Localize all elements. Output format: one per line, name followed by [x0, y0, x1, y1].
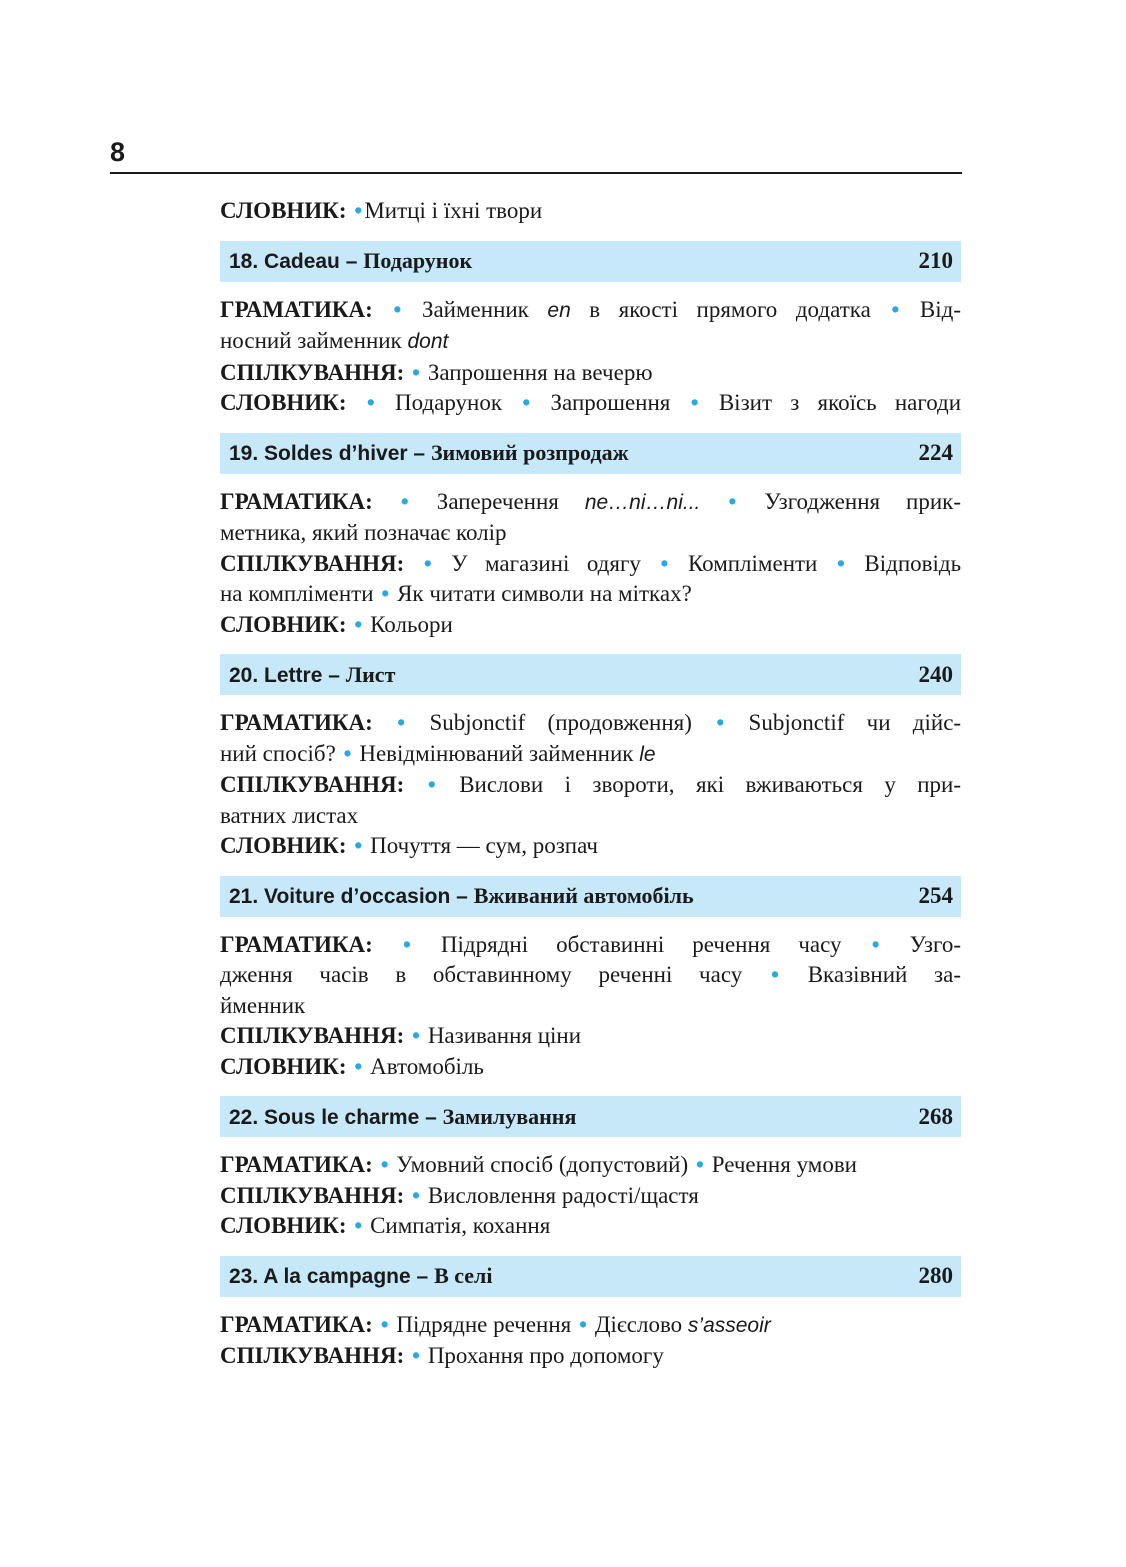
bullet-icon: •: [393, 296, 402, 322]
bullet-icon: •: [891, 296, 900, 322]
lesson-title: 20. Lettre – Лист: [229, 661, 396, 687]
bullet-icon: •: [354, 1053, 363, 1079]
vocab-line: СЛОВНИК: • Кольори: [220, 611, 453, 637]
lesson-title: 22. Sous le charme – Замилування: [229, 1103, 577, 1129]
bullet-icon: •: [716, 710, 725, 735]
bullet-icon: •: [412, 359, 421, 385]
grammar-line: ГРАМАТИКА: • Заперечення ne…ni…ni... • Узгодження прик-: [220, 488, 961, 514]
vocab-label: СЛОВНИК:: [220, 198, 347, 223]
bullet-icon: •: [423, 550, 432, 576]
lesson-title: 21. Voiture d’occasion – Вживаний автомобіль: [229, 883, 694, 908]
lesson-page-number: 254: [918, 883, 953, 908]
communication-line: СПІЛКУВАННЯ: • У магазині одягу • Компліменти • Відповідь: [220, 550, 962, 576]
communication-line: СПІЛКУВАННЯ: • Висловлення радості/щастя: [220, 1182, 699, 1208]
communication-line: СПІЛКУВАННЯ: • Називання ціни: [220, 1023, 582, 1048]
lesson-title: 19. Soldes d’hiver – Зимовий розпродаж: [229, 440, 629, 465]
grammar-line: ГРАМАТИКА: • Підрядне речення • Дієслово s’asseoir: [220, 1311, 771, 1337]
vocab-line: СЛОВНИК: • Почуття — сум, розпач: [220, 833, 598, 858]
vocab-line: СЛОВНИК: • Автомобіль: [220, 1053, 484, 1079]
grammar-line: ГРАМАТИКА: • Subjonctif (продовження) • Subjonctif чи дійс-: [220, 710, 962, 735]
bullet-icon: •: [770, 962, 780, 987]
bullet-icon: •: [400, 488, 409, 514]
bullet-icon: •: [412, 1023, 421, 1048]
bullet-icon: •: [412, 1343, 421, 1368]
bullet-icon: •: [397, 710, 406, 735]
table-of-contents: [220, 196, 961, 1372]
lesson-page-number: 210: [918, 248, 953, 273]
vocab-line: СЛОВНИК: • Подарунок • Запрошення • Візит з якоїсь нагоди: [220, 390, 962, 415]
lesson-header-20[interactable]: [220, 654, 961, 695]
communication-line: на компліменти • Як читати символи на мітках?: [220, 581, 692, 606]
lesson-header-19[interactable]: [220, 433, 961, 474]
lesson-page-number: 280: [918, 1263, 953, 1288]
bullet-icon: •: [381, 581, 390, 606]
bullet-icon: •: [579, 1311, 588, 1337]
bullet-icon: •: [380, 1311, 389, 1337]
bullet-icon: •: [354, 833, 363, 858]
grammar-line: ГРАМАТИКА: • Умовний спосіб (допустовий) • Речення умови: [220, 1152, 857, 1177]
bullet-icon: •: [695, 1152, 704, 1177]
vocab-line: СЛОВНИК: • Симпатія, кохання: [220, 1213, 551, 1238]
grammar-line: дження часів в обставинному реченні часу • Вказівний за-: [220, 962, 962, 987]
lesson-page-number: 224: [918, 440, 953, 465]
bullet-icon: •: [380, 1152, 389, 1177]
bullet-icon: •: [728, 488, 737, 514]
lesson-page-number: 240: [918, 661, 953, 687]
bullet-icon: •: [354, 198, 363, 223]
bullet-icon: •: [402, 931, 411, 957]
grammar-line: ний спосіб? • Невідмінюваний займенник le: [220, 740, 656, 766]
lesson-header-18[interactable]: [220, 241, 961, 282]
bullet-icon: •: [660, 550, 669, 576]
grammar-line: метника, який позначає колір: [220, 520, 507, 545]
lesson-title: 23. A la campagne – В селі: [229, 1263, 493, 1288]
lesson-title: 18. Cadeau – Подарунок: [229, 248, 473, 273]
lesson-page-number: 268: [918, 1103, 953, 1129]
bullet-icon: •: [343, 740, 352, 766]
bullet-icon: •: [427, 772, 436, 797]
communication-line: СПІЛКУВАННЯ: • Вислови і звороти, які вживаються у при-: [220, 772, 962, 797]
bullet-icon: •: [522, 390, 531, 415]
bullet-icon: •: [366, 390, 375, 415]
header-rule: [110, 172, 962, 174]
grammar-line: ГРАМАТИКА: • Займенник en в якості прямого додатка • Від-: [220, 296, 961, 322]
grammar-line: носний займенник dont: [220, 328, 449, 353]
bullet-icon: •: [412, 1182, 421, 1208]
grammar-line: ГРАМАТИКА: • Підрядні обставинні речення часу • Узго-: [220, 931, 962, 957]
communication-line: СПІЛКУВАННЯ: • Прохання про допомогу: [220, 1343, 664, 1368]
bullet-icon: •: [354, 1213, 363, 1238]
lesson-header-23[interactable]: [220, 1256, 961, 1297]
communication-line: СПІЛКУВАННЯ: • Запрошення на вечерю: [220, 359, 653, 385]
communication-line: ватних листах: [220, 802, 359, 828]
lesson-header-21[interactable]: [220, 876, 961, 917]
page-number: 8: [110, 137, 126, 167]
vocab-text: Митці і їхні твори: [364, 198, 543, 223]
grammar-line: йменник: [220, 992, 306, 1018]
lesson-header-22[interactable]: [220, 1096, 961, 1137]
bullet-icon: •: [836, 550, 845, 576]
bullet-icon: •: [871, 931, 880, 957]
bullet-icon: •: [354, 611, 363, 637]
intro-vocab-line: [220, 196, 961, 227]
bullet-icon: •: [690, 390, 699, 415]
